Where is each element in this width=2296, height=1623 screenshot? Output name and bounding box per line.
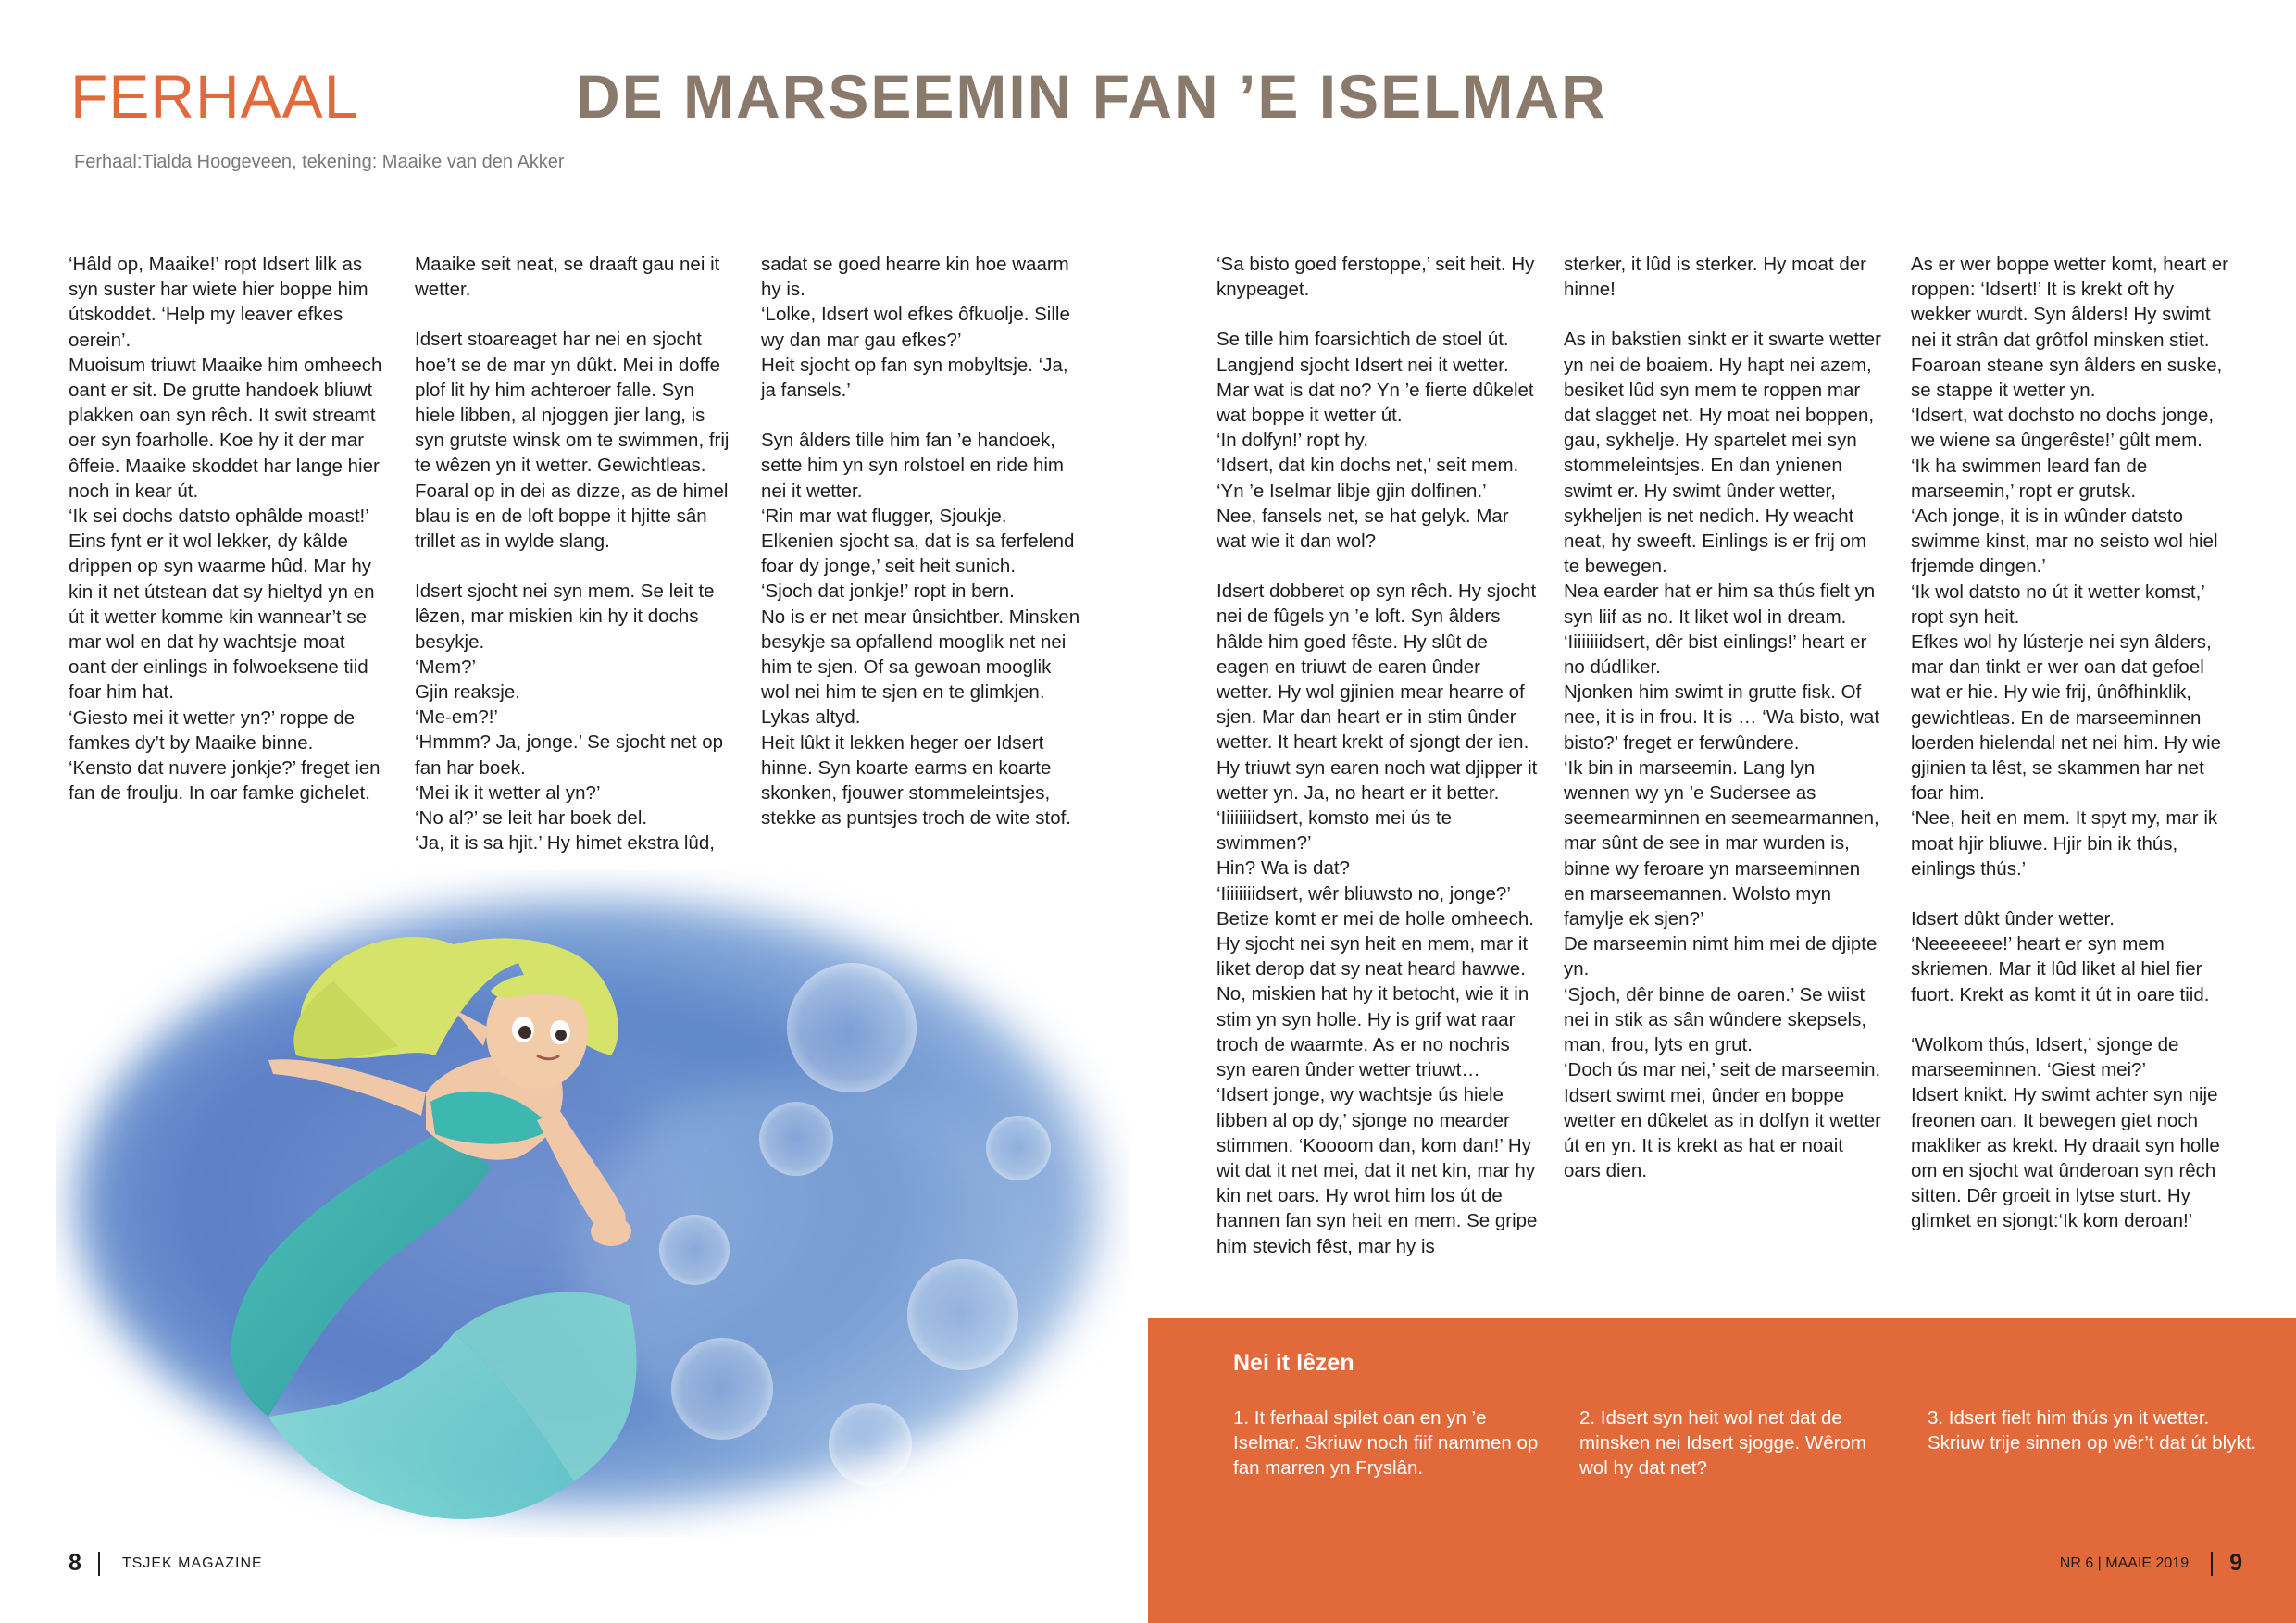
paragraph-gap [1564,302,1883,327]
story-paragraph: As er wer boppe wetter komt, heart er roppen: ‘Idsert!’ It is krekt oft hy wekker wurdt. Syn âlders! Hy swimt nei it strân dat grôtfol minsken stiet. Foaroan steane syn âlders en suske, se stappe it wetter yn. [1911,254,2228,402]
story-paragraph: ‘Hâld op, Maaike!’ ropt Idsert lilk as syn suster har wiete hier boppe him útskoddet. ‘Help my leaver efkes oerein’. [69,254,368,351]
mermaid-illustration [56,870,1129,1537]
story-paragraph: Hin? Wa is dat? [1217,857,1350,880]
story-paragraph: Idsert stoareaget har nei en sjocht hoe’t se de mar yn dûkt. Mei in doffe plof lit hy him achteroer falle. Syn hiele libben, al njoggen jier lang, is syn grutste winsk om te swimmen, frij te wêzen yn it wetter. Gewichtleas. Foaral op in dei as dizze, as de himel blau is en de loft boppe it hjitte sân trillet as in wylde slang. [415,329,730,553]
story-paragraph: ‘Sa bisto goed ferstoppe,’ seit heit. Hy knypeaget. [1217,254,1535,301]
story-paragraph: ‘Doch ús mar nei,’ seit de marseemin. [1564,1059,1881,1081]
story-paragraph: ‘Iiiiiiiidsert, wêr bliuwsto no, jonge?’ Betize komt er mei de holle omheech. Hy sjocht nei syn heit en mem, mar it liket derop dat sy neat heard hawwe. No, miskien hat hy it betocht, wie it in stim yn syn holle. Hy is grif wat raar troch de waarmte. As er no nochris syn earen ûnder wetter triuwt… [1217,882,1534,1081]
story-paragraph: ‘Ik wol datsto no út it wetter komst,’ ropt syn heit. [1911,581,2205,628]
story-column-5 [1564,252,1883,1183]
story-paragraph: ‘Mei ik it wetter al yn?’ [415,781,601,804]
story-paragraph: ‘Idsert jonge, wy wachtsje ús hiele libben al op dy,’ sjonge no mearder stimmen. ‘Koooom dan, kom dan!’ Hy wit dat it net mei, dat it net kin, mar hy kin net oars. Hy wrot him los út de hannen fan syn heit en mem. Se gripe him stevich fêst, mar hy is [1217,1084,1538,1257]
story-paragraph: ‘Lolke, Idsert wol efkes ôfkuolje. Sille wy dan mar gau efkes?’ [761,304,1070,351]
story-column-2 [415,252,730,855]
story-column-6 [1911,252,2237,1234]
question-1: 1. It ferhaal spilet oan en yn ’e Iselmar. Skriuw noch fiif nammen op fan marren yn Fryslân. [1233,1407,1539,1479]
story-paragraph: ‘Ik bin in marseemin. Lang lyn wennen wy yn ’e Sudersee as seemearminnen en seemearmannen, mar sûnt de see in mar wurden is, binne wy feroare yn marseeminnen en marseemannen. Wolsto myn famylje ek sjen?’ [1564,756,1879,930]
story-paragraph: No is er net mear ûnsichtber. Minsken besykje sa opfallend mooglik net nei him te sjen. Of sa gewoan mooglik wol nei him te sjen en te glimkjen. Lykas altyd. [761,606,1080,729]
story-paragraph: ‘Iiiiiiiidsert, dêr bist einlings!’ heart er no dúdliker. [1564,630,1867,679]
story-paragraph: ‘Ach jonge, it is in wûnder datsto swimme kinst, mar no seisto wol hiel frjemde dingen.’ [1911,506,2218,578]
paragraph-gap [415,302,730,327]
story-paragraph: Se tille him foarsichtich de stoel út. Langjend sjocht Idsert nei it wetter. Mar wat is dat no? Yn ’e fierte dûkelet wat boppe it wetter út. [1217,329,1534,427]
story-paragraph: ‘Giesto mei it wetter yn?’ roppe de famkes dy’t by Maaike binne. [69,706,356,754]
paragraph-gap [1217,302,1541,327]
footer-divider [2211,1552,2213,1576]
story-paragraph: Idsert dobberet op syn rêch. Hy sjocht nei de fûgels yn ’e loft. Syn âlders hâlde him goed fêste. Hy slût de eagen en triuwt de earen ûnder wetter. Hy wol gjinien mear hearre of sjen. Mar dan heart er in stim ûnder wetter. It heart krekt of sjongt der ien. Hy triuwt syn earen noch wat djipper it wetter yn. Ja, no heart er it better. ‘Iiiiiiiidsert, komsto mei ús te swimmen?’ [1217,581,1538,855]
story-paragraph: Idsert dûkt ûnder wetter. [1911,908,2115,930]
paragraph-gap [415,554,730,579]
story-paragraph: ‘Idsert, wat dochsto no dochs jonge, we wiene sa ûngerêste!’ gûlt mem. [1911,405,2215,452]
story-paragraph: Nea earder hat er him sa thús fielt yn syn liif as no. It liket wol in dream. [1564,581,1876,628]
story-paragraph: ‘Wolkom thús, Idsert,’ sjonge de marseeminnen. ‘Giest mei?’ [1911,1033,2179,1081]
story-paragraph: Efkes wol hy lústerje nei syn âlders, mar dan tinkt er wer oan dat gefoel wat er hie. Hy wie frij, ûnôfhinklik, gewichtleas. En de marseeminnen loerden hielendal net nei him. Hy wie gjinien ta lêst, se skammen har net foar him. [1911,631,2222,805]
story-paragraph: ‘Ik sei dochs datsto ophâlde moast!’ Eins fynt er it wol lekker, dy kâlde drippen op syn waarme hûd. Mar hy kin it net útstean dat sy hieltyd yn en út it wetter komme kin wannear’t se mar wol en dat hy wachtsje moat oant der einlings in folwoeksene tiid foar him hat. [69,506,375,704]
story-paragraph: Maaike seit neat, se draaft gau nei it wetter. [415,254,720,301]
story-paragraph: ‘Ja, it is sa hjit.’ Hy himet ekstra lûd, [415,832,715,855]
story-column-1 [69,252,387,805]
footer-divider [98,1552,100,1576]
paragraph-gap [1911,1007,2237,1032]
section-label: FERHAAL [70,62,359,131]
story-column-4 [1217,252,1541,1259]
info-box-title: Nei it lêzen [1233,1350,1354,1376]
left-page-number: 8 [69,1550,81,1576]
story-paragraph: sadat se goed hearre kin hoe waarm hy is. [761,254,1069,301]
story-paragraph: ‘Mem?’ [415,655,477,678]
footer-right [2060,1550,2242,1577]
story-paragraph: ‘Rin mar wat flugger, Sjoukje. Elkenien sjocht sa, dat is sa ferfelend foar dy jonge,’ seit heit sunich. [761,505,1075,578]
story-paragraph: ‘Hmmm? Ja, jonge.’ Se sjocht net op fan har boek. [415,731,724,779]
story-paragraph: sterker, it lûd is sterker. Hy moat der hinne! [1564,254,1866,301]
story-paragraph: Heit lûkt it lekken heger oer Idsert hinne. Syn koarte earms en koarte skonken, fjouwer stommeleintsjes, stekke as puntsjes troch de wite stof. [761,731,1071,830]
story-paragraph: Nee, fansels net, se hat gelyk. Mar wat wie it dan wol? [1217,505,1509,553]
story-paragraph: De marseemin nimt him mei de djipte yn. [1564,933,1878,980]
story-paragraph: ‘No al?’ se leit har boek del. [415,807,648,830]
story-paragraph: ‘Ik ha swimmen leard fan de marseemin,’ ropt er grutsk. [1911,455,2148,502]
story-paragraph: Idsert swimt mei, ûnder en boppe wetter en dûkelet as in dolfyn it wetter út en yn. It is krekt as hat er noait oars dien. [1564,1084,1881,1182]
right-page-number: 9 [2229,1550,2242,1576]
question-3: 3. Idsert fielt him thús yn it wetter. Skriuw trije sinnen op wêr’t dat út blykt. [1928,1407,2257,1454]
story-paragraph: ‘Idsert, dat kin dochs net,’ seit mem. ‘Yn ’e Iselmar libje gjin dolfinen.’ [1217,455,1519,502]
footer-left [69,1550,263,1577]
magazine-name: TSJEK MAGAZINE [121,1554,263,1571]
question-2: 2. Idsert syn heit wol net dat de minsken nei Idsert sjogge. Wêrom wol hy dat net? [1579,1407,1866,1479]
story-credits: Ferhaal:Tialda Hoogeveen, tekening: Maaike van den Akker [74,152,565,172]
story-paragraph: ‘Sjoch, dêr binne de oaren.’ Se wiist nei in stik as sân wûndere skepsels, man, frou, lyts en grut. [1564,983,1867,1056]
story-column-3 [761,252,1080,830]
paragraph-gap [1217,554,1541,579]
story-paragraph: Syn âlders tille him fan ’e handoek, sette him yn syn rolstoel en ride him nei it wetter. [761,430,1064,502]
reading-questions-box [1148,1318,2296,1623]
story-paragraph: ‘Neeeeeee!’ heart er syn mem skriemen. Mar it lûd liket al hiel fier fuort. Krekt as komt it út in oare tiid. [1911,933,2210,1005]
paragraph-gap [761,403,1080,428]
story-paragraph: ‘Kensto dat nuvere jonkje?’ freget ien fan de froulju. In oar famke gichelet. [69,757,381,805]
story-paragraph: Njonken him swimt in grutte fisk. Of nee, it is in frou. It is … ‘Wa bisto, wat bisto?’ freget er ferwûndere. [1564,681,1880,754]
story-paragraph: ‘Sjoch dat jonkje!’ ropt in bern. [761,581,1015,603]
story-paragraph: Heit sjocht op fan syn mobyltsje. ‘Ja, ja fansels.’ [761,354,1068,402]
paragraph-gap [1911,881,2237,906]
story-paragraph: As in bakstien sinkt er it swarte wetter yn nei de boaiem. Hy hapt nei azem, besiket lûd syn mem te roppen mar dat slagget net. Hy moat nei boppen, gau, sykhelje. Hy spartelet mei syn stommeleintsjes. En dan ynienen swimt er. Hy swimt ûnder wetter, sykheljen is net nedich. Hy weacht neat, hy sweeft. Einlings is er frij om te bewegen. [1564,329,1881,578]
story-paragraph: ‘Me-em?!’ [415,706,498,729]
story-paragraph: Idsert knikt. Hy swimt achter syn nije freonen oan. It bewegen giet noch makliker as krekt. Hy draait syn holle om en sjocht wat ûnderoan syn rêch sitten. Dêr groeit in lytse sturt. Hy glimket en sjongt:‘Ik kom deroan!’ [1911,1084,2220,1232]
story-paragraph: Idsert sjocht nei syn mem. Se leit te lêzen, mar miskien kin hy it dochs besykje. [415,581,715,653]
story-paragraph: ‘In dolfyn!’ ropt hy. [1217,430,1369,452]
story-paragraph: Muoisum triuwt Maaike him omheech oant er sit. De grutte handoek bliuwt plakken oan syn rêch. It swit streamt oer syn foarholle. Koe hy it der mar ôffeie. Maaike skoddet har lange hier noch in kear út. [69,354,382,502]
story-paragraph: ‘Nee, heit en mem. It spyt my, mar ik moat hjir bliuwe. Hjir bin ik thús, einlings thús.’ [1911,807,2218,880]
story-title: DE MARSEEMIN FAN ’E ISELMAR [576,62,1607,131]
story-paragraph: Gjin reaksje. [415,681,520,704]
issue-info: NR 6 | MAAIE 2019 [2059,1554,2190,1571]
